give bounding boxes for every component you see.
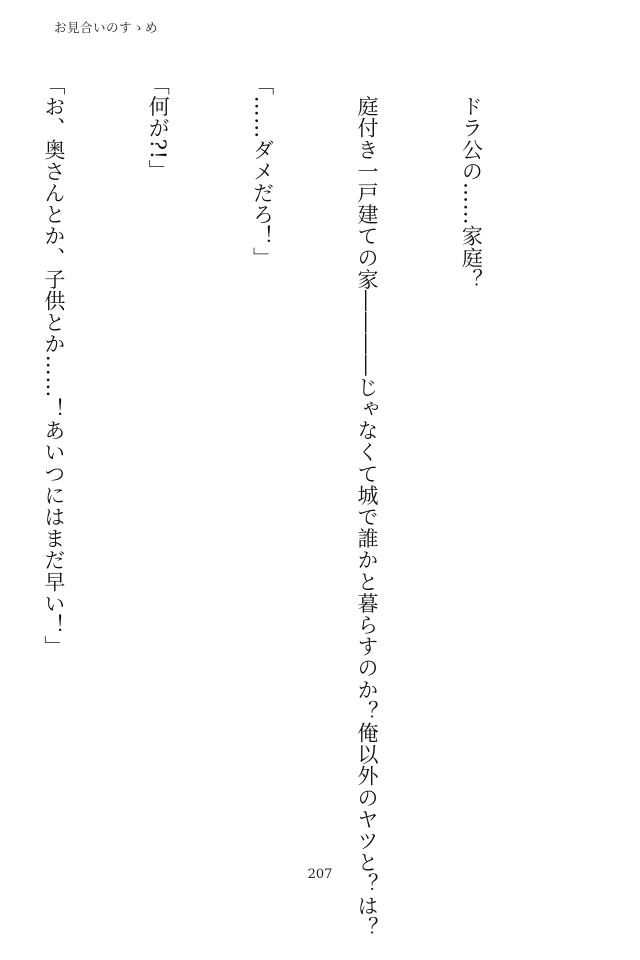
text-line: 「何が?!」 bbox=[146, 74, 171, 182]
text-line: 「……ダメだろ！」 bbox=[250, 74, 275, 269]
running-header: お見合いのすゝめ bbox=[54, 20, 159, 35]
page-number: 207 bbox=[307, 867, 333, 882]
text-line: 「お、奥さんとか、子供とか……！あいつにはまだ早い！」 bbox=[41, 74, 66, 658]
text-line: 庭付き一戸建ての家――――じゃなくて城で誰かと暮らすのか？俺以外のヤツと？は？ bbox=[355, 74, 380, 938]
text-line: ドラ公の……家庭？ bbox=[459, 74, 484, 290]
